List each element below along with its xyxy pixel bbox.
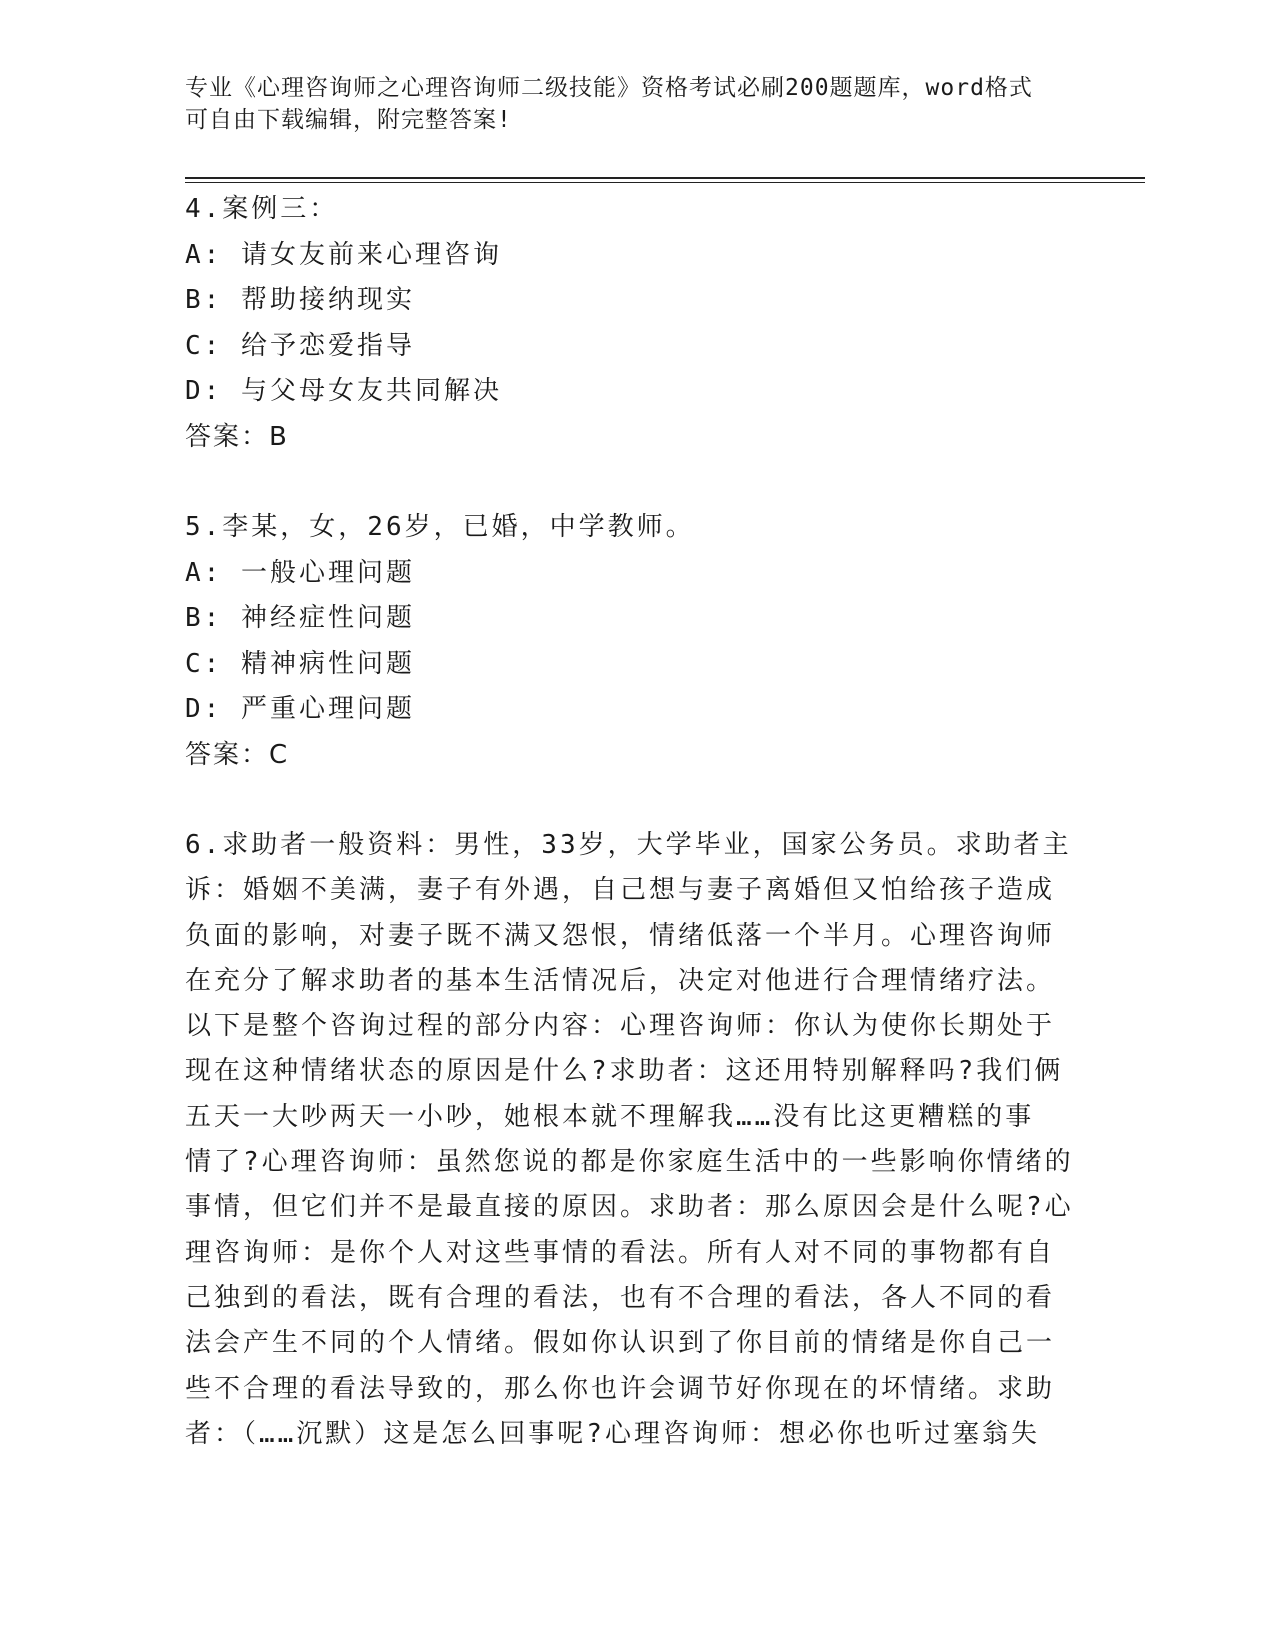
option-a: A: 一般心理问题 xyxy=(185,557,415,588)
option-c: C: 精神病性问题 xyxy=(185,648,415,679)
question-text-line: 负面的影响，对妻子既不满又怨恨，情绪低落一个半月。心理咨询师 xyxy=(185,920,1056,951)
question-text-line: 些不合理的看法导致的，那么你也许会调节好你现在的坏情绪。求助 xyxy=(185,1373,1056,1404)
question-text-line: 6.求助者一般资料：男性，33岁，大学毕业，国家公务员。求助者主 xyxy=(185,830,1072,860)
option-b: B: 神经症性问题 xyxy=(185,603,415,633)
question-text-line: 在充分了解求助者的基本生活情况后，决定对他进行合理情绪疗法。 xyxy=(185,965,1056,996)
question-text-line: 五天一大吵两天一小吵，她根本就不理解我……没有比这更糟糕的事 xyxy=(185,1101,1035,1132)
question-text-line: 者：（……沉默）这是怎么回事呢?心理咨询师：想必你也听过塞翁失 xyxy=(185,1418,1040,1449)
header-divider-thick xyxy=(185,177,1145,179)
question-text-line: 法会产生不同的个人情绪。假如你认识到了你目前的情绪是你自己一 xyxy=(185,1328,1056,1359)
question-5 xyxy=(185,505,1085,778)
question-stem: 4.案例三： xyxy=(185,194,339,224)
question-stem: 5.李某，女，26岁，已婚，中学教师。 xyxy=(185,512,695,542)
header-line-2: 可自由下载编辑，附完整答案! xyxy=(185,107,512,133)
question-text-line: 理咨询师：是你个人对这些事情的看法。所有人对不同的事物都有自 xyxy=(185,1237,1056,1268)
header-line-1: 专业《心理咨询师之心理咨询师二级技能》资格考试必刷200题题库，word格式 xyxy=(185,75,1033,101)
option-a: A: 请女友前来心理咨询 xyxy=(185,239,502,270)
option-c: C: 给予恋爱指导 xyxy=(185,330,415,361)
option-d: D: 严重心理问题 xyxy=(185,694,415,724)
document-body xyxy=(185,187,1085,1457)
question-text-line: 以下是整个咨询过程的部分内容：心理咨询师：你认为使你长期处于 xyxy=(185,1011,1056,1042)
spacer xyxy=(185,778,1085,823)
document-header xyxy=(185,72,1055,136)
header-divider-thin xyxy=(185,182,1145,183)
question-text-line: 现在这种情绪状态的原因是什么?求助者：这还用特别解释吗?我们俩 xyxy=(185,1056,1064,1087)
question-text-line: 事情，但它们并不是最直接的原因。求助者：那么原因会是什么呢?心 xyxy=(185,1192,1074,1223)
question-text-line: 诉：婚姻不美满，妻子有外遇，自己想与妻子离婚但又怕给孩子造成 xyxy=(185,875,1056,906)
option-d: D: 与父母女友共同解决 xyxy=(185,376,502,406)
answer-line: 答案：C xyxy=(185,739,290,770)
question-4 xyxy=(185,187,1085,460)
answer-line: 答案：B xyxy=(185,421,289,452)
question-text-line: 情了?心理咨询师：虽然您说的都是你家庭生活中的一些影响你情绪的 xyxy=(185,1147,1074,1178)
question-text-line: 己独到的看法，既有合理的看法，也有不合理的看法，各人不同的看 xyxy=(185,1282,1056,1313)
spacer xyxy=(185,460,1085,505)
question-6 xyxy=(185,823,1085,1457)
option-b: B: 帮助接纳现实 xyxy=(185,285,415,315)
